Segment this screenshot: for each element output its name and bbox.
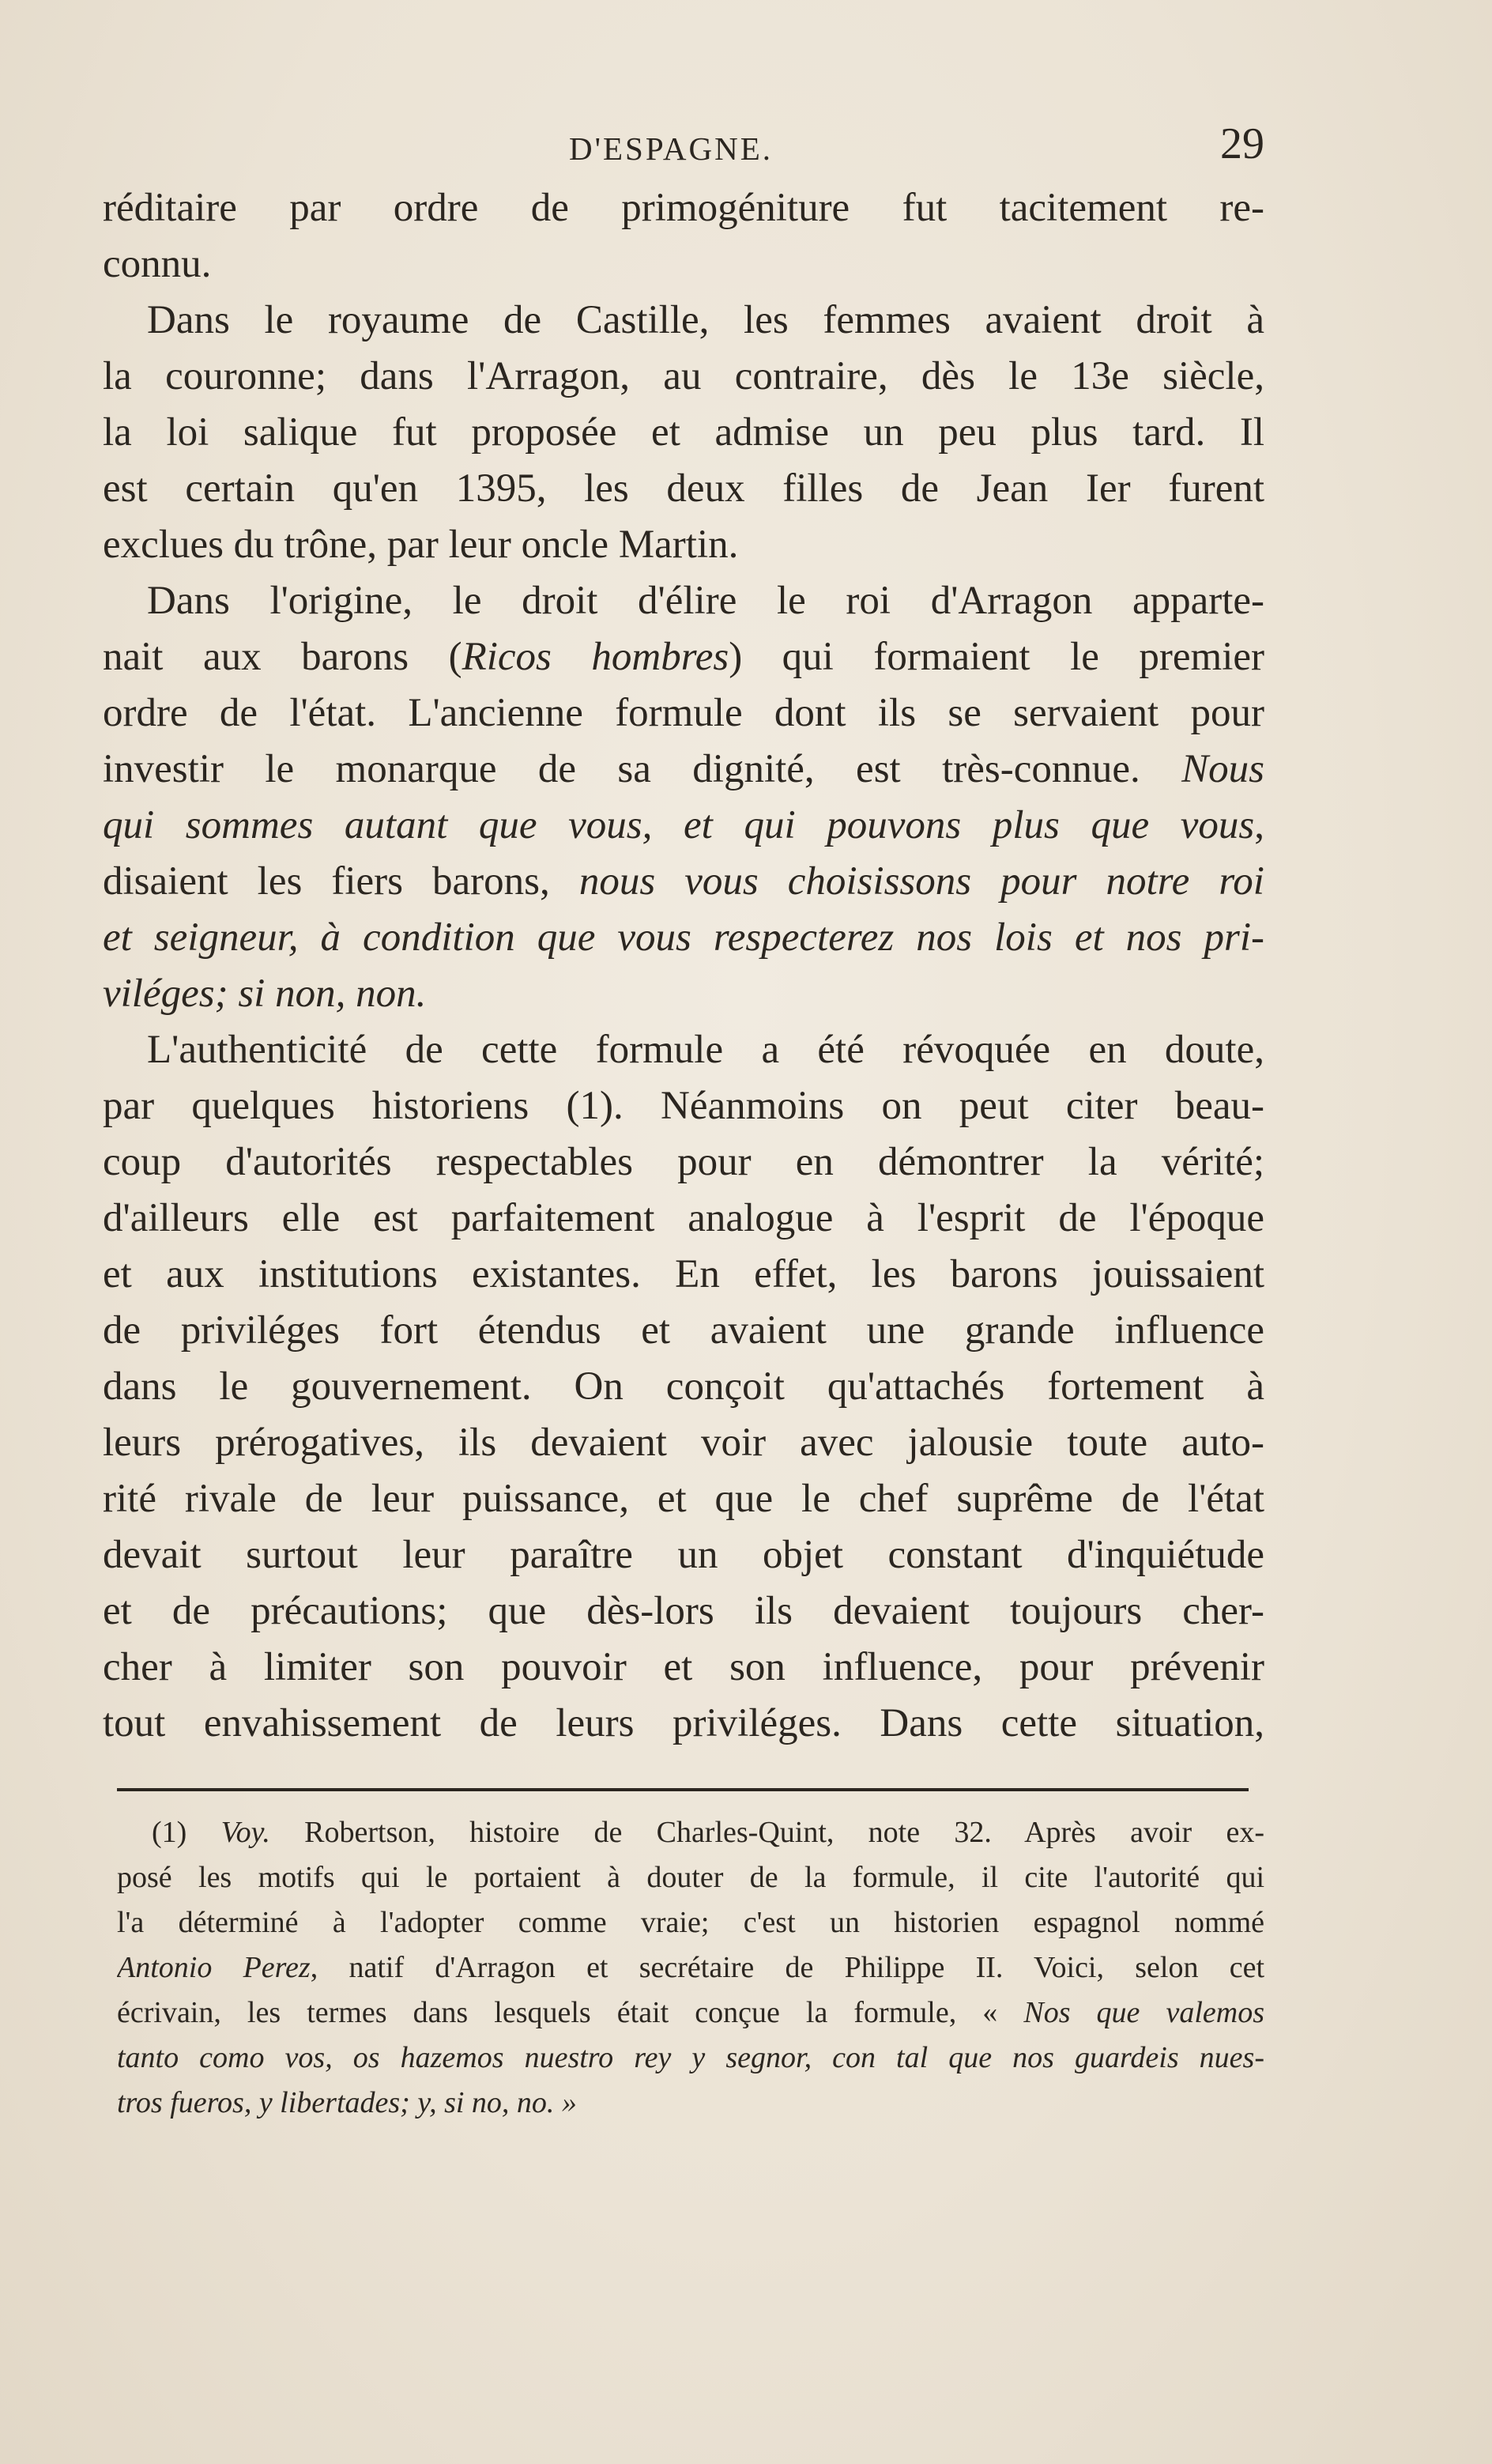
text-line: L'authenticité de cette formule a été révoquée en doute, (147, 1028, 1264, 1072)
text-line (103, 741, 1264, 798)
text-span: disaient les fiers barons, (103, 859, 579, 904)
text-line: et aux institutions existantes. En effet, les barons jouissaient (103, 1252, 1264, 1296)
text-line: exclues du trône, par leur oncle Martin. (103, 523, 739, 567)
italic-span: nous vous choisissons pour notre roi (578, 859, 1264, 904)
text-line: connu. (103, 242, 212, 286)
footnote (117, 1810, 1264, 2126)
text-line: et de précautions; que dès-lors ils devaient toujours cher- (103, 1589, 1264, 1633)
text-line: dans le gouvernement. On conçoit qu'attachés fortement à (103, 1364, 1264, 1409)
text-line: d'ailleurs elle est parfaitement analogue à l'esprit de l'époque (103, 1196, 1264, 1240)
text-span: , (1254, 803, 1264, 847)
text-line: Dans le royaume de Castille, les femmes avaient droit à (147, 298, 1264, 342)
text-line (103, 798, 1264, 854)
italic-span: qui sommes autant que vous, et qui pouvons plus que vous (103, 803, 1255, 847)
italic-span: Ricos hombres (462, 635, 729, 679)
text-line: Dans l'origine, le droit d'élire le roi d'Arragon apparte- (147, 579, 1264, 623)
text-line: coup d'autorités respectables pour en démontrer la vérité; (103, 1140, 1264, 1184)
text-line: de priviléges fort étendus et avaient une grande influence (103, 1308, 1264, 1353)
text-span: (1) (152, 1816, 221, 1849)
text-span: , natif d'Arragon et secrétaire de Philippe II. Voici, selon cet (310, 1951, 1264, 1984)
footnote-rule (117, 1788, 1249, 1791)
text-line: la loi salique fut proposée et admise un peu plus tard. Il (103, 410, 1264, 455)
text-line: est certain qu'en 1395, les deux filles de Jean Ier furent (103, 466, 1264, 511)
body-text (103, 180, 1264, 1752)
footnote-line (117, 1945, 1264, 1990)
text-line (103, 629, 1264, 685)
footnote-line: tanto como vos, os hazemos nuestro rey y segnor, con tal que nos guardeis nues- (117, 2041, 1264, 2074)
text-span: investir le monarque de sa dignité, est très-connue. (103, 747, 1182, 791)
footnote-line (117, 1990, 1264, 2036)
text-line: la couronne; dans l'Arragon, au contraire, dès le 13e siècle, (103, 354, 1264, 398)
italic-span: Antonio Perez (117, 1951, 311, 1984)
text-span: ) qui formaient le premier (729, 635, 1264, 679)
text-span: écrivain, les termes dans lesquels était conçue la formule, « (117, 1996, 1024, 2029)
text-span: nait aux barons ( (103, 635, 462, 679)
text-line: réditaire par ordre de primogéniture fut tacitement re- (103, 186, 1264, 230)
text-line: par quelques historiens (1). Néanmoins on peut citer beau- (103, 1084, 1264, 1128)
italic-span: Nos que valemos (1023, 1996, 1264, 2029)
footnote-line (117, 1810, 1264, 1855)
text-line: viléges; si non, non. (103, 972, 427, 1016)
page-number: 29 (1220, 119, 1264, 168)
italic-span: Voy. (220, 1816, 270, 1849)
text-span: Robertson, histoire de Charles-Quint, note 32. Après avoir ex- (269, 1816, 1264, 1849)
text-line: tout envahissement de leurs priviléges. Dans cette situation, (103, 1701, 1264, 1745)
footnote-line: posé les motifs qui le portaient à douter de la formule, il cite l'autorité qui (117, 1861, 1264, 1894)
text-line: cher à limiter son pouvoir et son influence, pour prévenir (103, 1645, 1264, 1689)
text-line: leurs prérogatives, ils devaient voir avec jalousie toute auto- (103, 1421, 1264, 1465)
text-line (103, 854, 1264, 910)
text-line: rité rivale de leur puissance, et que le chef suprême de l'état (103, 1477, 1264, 1521)
running-head: D'ESPAGNE. (569, 130, 774, 167)
text-line: devait surtout leur paraître un objet constant d'inquiétude (103, 1533, 1264, 1577)
footnote-line: l'a déterminé à l'adopter comme vraie; c'est un historien espagnol nommé (117, 1906, 1264, 1939)
footnote-line: tros fueros, y libertades; y, si no, no. » (117, 2086, 577, 2119)
text-line: et seigneur, à condition que vous respecterez nos lois et nos pri- (103, 915, 1264, 960)
italic-span: Nous (1181, 747, 1264, 791)
page-header (103, 119, 1264, 182)
text-line: ordre de l'état. L'ancienne formule dont ils se servaient pour (103, 691, 1264, 735)
